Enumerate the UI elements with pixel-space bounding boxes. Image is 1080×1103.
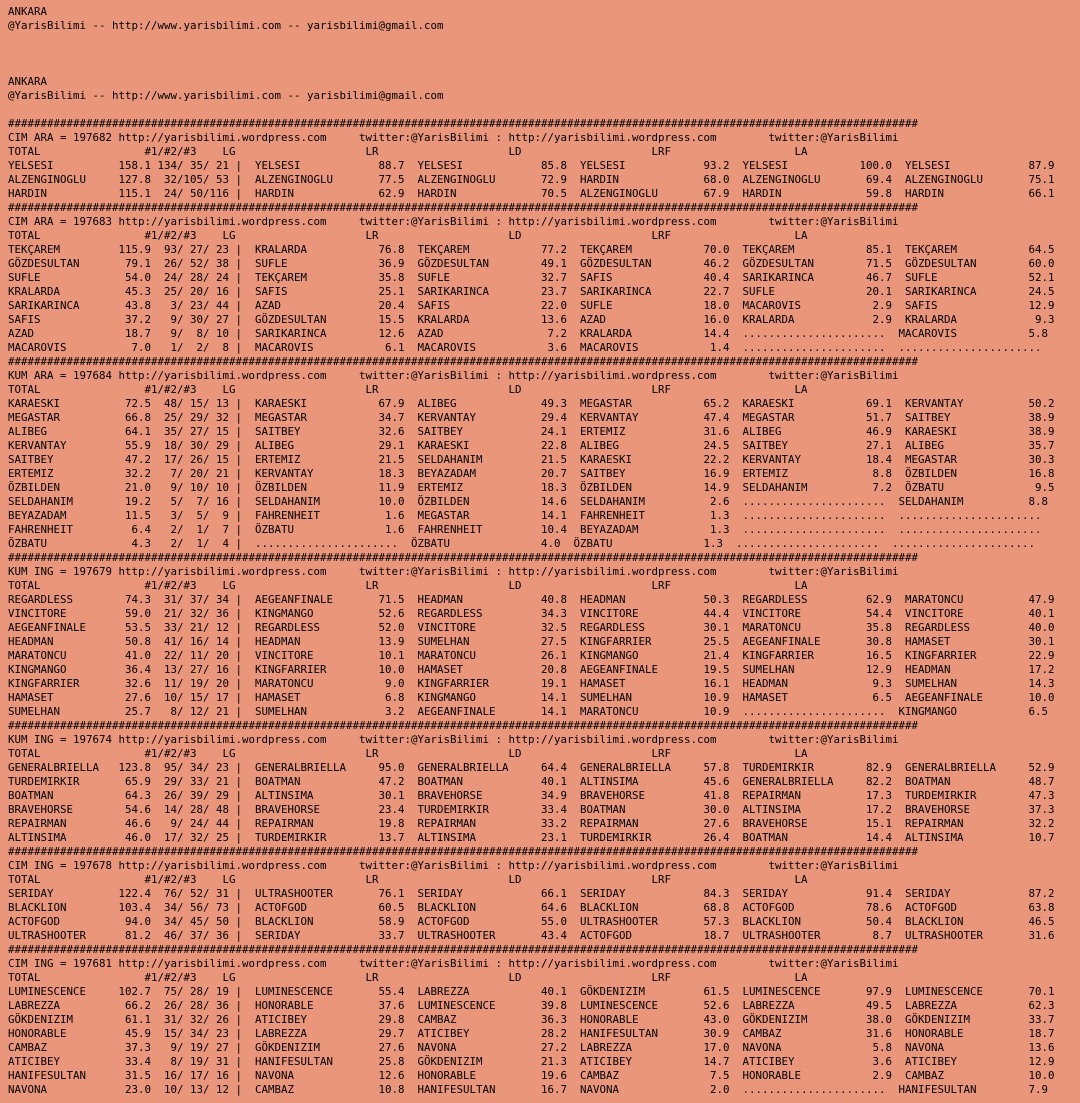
horse-row: KARAESKI 72.5 48/ 15/ 13 | KARAESKI 67.9 ALIBEG 49.3 MEGASTAR 65.2 KARAESKI 69.1 KERVANTAY 50.2 (8, 397, 1055, 410)
horse-row: LUMINESCENCE 102.7 75/ 28/ 19 | LUMINESCENCE 55.4 LABREZZA 40.1 GÖKDENIZIM 61.5 LUMINESCENCE 97.9 LUMINESCENCE 70.1 (8, 985, 1055, 998)
horse-row: AZAD 18.7 9/ 8/ 10 | SARIKARINCA 12.6 AZAD 7.2 KRALARDA 14.4 ...................... MACAROVIS 5.8 (8, 327, 1049, 340)
horse-row: AEGEANFINALE 53.5 33/ 21/ 12 | REGARDLESS 52.0 VINCITORE 32.5 REGARDLESS 30.1 MARATONCU 35.8 REGARDLESS 40.0 (8, 621, 1055, 634)
separator-line: ############################################################################################################################################ (8, 719, 919, 732)
column-header: TOTAL #1/#2/#3 LG LR LD LRF LA (8, 747, 808, 760)
horse-row: SAITBEY 47.2 17/ 26/ 15 | ERTEMIZ 21.5 SELDAHANIM 21.5 KARAESKI 22.2 KERVANTAY 18.4 MEGASTAR 30.3 (8, 453, 1055, 466)
race-header: KUM ING = 197679 http://yarisbilimi.wordpress.com twitter:@YarisBilimi : http://yarisbilimi.wordpress.com twitter:@YarisBilimi (8, 565, 899, 578)
separator-line: ############################################################################################################################################ (8, 117, 919, 130)
horse-row: CAMBAZ 37.3 9/ 19/ 27 | GÖKDENIZIM 27.6 NAVONA 27.2 LABREZZA 17.0 NAVONA 5.8 NAVONA 13.6 (8, 1041, 1055, 1054)
horse-row: GENERALBRIELLA 123.8 95/ 34/ 23 | GENERALBRIELLA 95.0 GENERALBRIELLA 64.4 GENERALBRIELLA 57.8 TURDEMIRKIR 82.9 GENERALBRIELLA 52.9 (8, 761, 1055, 774)
horse-row: MARATONCU 41.0 22/ 11/ 20 | VINCITORE 10.1 MARATONCU 26.1 KINGMANGO 21.4 KINGFARRIER 16.5 KINGFARRIER 22.9 (8, 649, 1055, 662)
separator-line: ############################################################################################################################################ (8, 845, 919, 858)
horse-row: KRALARDA 45.3 25/ 20/ 16 | SAFIS 25.1 SARIKARINCA 23.7 SARIKARINCA 22.7 SUFLE 20.1 SARIKARINCA 24.5 (8, 285, 1055, 298)
city-title: ANKARA (8, 5, 48, 18)
contact-line: @YarisBilimi -- http://www.yarisbilimi.com -- yarisbilimi@gmail.com (8, 19, 444, 32)
horse-row: KINGFARRIER 32.6 11/ 19/ 20 | MARATONCU 9.0 KINGFARRIER 19.1 HAMASET 16.1 HEADMAN 9.3 SUMELHAN 14.3 (8, 677, 1055, 690)
horse-row: BOATMAN 64.3 26/ 39/ 29 | ALTINSIMA 30.1 BRAVEHORSE 34.9 BRAVEHORSE 41.8 REPAIRMAN 17.3 TURDEMIRKIR 47.3 (8, 789, 1055, 802)
horse-row: VINCITORE 59.0 21/ 32/ 36 | KINGMANGO 52.6 REGARDLESS 34.3 VINCITORE 44.4 VINCITORE 54.4 VINCITORE 40.1 (8, 607, 1055, 620)
horse-row: ÖZBATU 4.3 2/ 1/ 4 | ...................... ÖZBATU 4.0 ÖZBATU 1.3 ...................... ...................... (8, 537, 1036, 550)
column-header: TOTAL #1/#2/#3 LG LR LD LRF LA (8, 579, 808, 592)
horse-row: SELDAHANIM 19.2 5/ 7/ 16 | SELDAHANIM 10.0 ÖZBILDEN 14.6 SELDAHANIM 2.6 ...................... SELDAHANIM 8.8 (8, 495, 1049, 508)
race-header: CIM ARA = 197683 http://yarisbilimi.wordpress.com twitter:@YarisBilimi : http://yarisbilimi.wordpress.com twitter:@YarisBilimi (8, 215, 899, 228)
horse-row: HANIFESULTAN 31.5 16/ 17/ 16 | NAVONA 12.6 HONORABLE 19.6 CAMBAZ 7.5 HONORABLE 2.9 CAMBAZ 10.0 (8, 1069, 1055, 1082)
race-header: CIM ING = 197681 http://yarisbilimi.wordpress.com twitter:@YarisBilimi : http://yarisbilimi.wordpress.com twitter:@YarisBilimi (8, 957, 899, 970)
horse-row: HEADMAN 50.8 41/ 16/ 14 | HEADMAN 13.9 SUMELHAN 27.5 KINGFARRIER 25.5 AEGEANFINALE 30.8 HAMASET 30.1 (8, 635, 1055, 648)
column-header: TOTAL #1/#2/#3 LG LR LD LRF LA (8, 971, 808, 984)
horse-row: HARDIN 115.1 24/ 50/116 | HARDIN 62.9 HARDIN 70.5 ALZENGINOGLU 67.9 HARDIN 59.8 HARDIN 66.1 (8, 187, 1055, 200)
horse-row: REPAIRMAN 46.6 9/ 24/ 44 | REPAIRMAN 19.8 REPAIRMAN 33.2 REPAIRMAN 27.6 BRAVEHORSE 15.1 REPAIRMAN 32.2 (8, 817, 1055, 830)
horse-row: REGARDLESS 74.3 31/ 37/ 34 | AEGEANFINALE 71.5 HEADMAN 40.8 HEADMAN 50.3 REGARDLESS 62.9 MARATONCU 47.9 (8, 593, 1055, 606)
horse-row: ULTRASHOOTER 81.2 46/ 37/ 36 | SERIDAY 33.7 ULTRASHOOTER 43.4 ACTOFGOD 18.7 ULTRASHOOTER 8.7 ULTRASHOOTER 31.6 (8, 929, 1055, 942)
horse-row: MACAROVIS 7.0 1/ 2/ 8 | MACAROVIS 6.1 MACAROVIS 3.6 MACAROVIS 1.4 ...................... ...................... (8, 341, 1042, 354)
horse-row: TURDEMIRKIR 65.9 29/ 33/ 21 | BOATMAN 47.2 BOATMAN 40.1 ALTINSIMA 45.6 GENERALBRIELLA 82.2 BOATMAN 48.7 (8, 775, 1055, 788)
horse-row: BLACKLION 103.4 34/ 56/ 73 | ACTOFGOD 60.5 BLACKLION 64.6 BLACKLION 68.8 ACTOFGOD 78.6 ACTOFGOD 63.8 (8, 901, 1055, 914)
horse-row: ALZENGINOGLU 127.8 32/105/ 53 | ALZENGINOGLU 77.5 ALZENGINOGLU 72.9 HARDIN 68.0 ALZENGINOGLU 69.4 ALZENGINOGLU 75.1 (8, 173, 1055, 186)
horse-row: KINGMANGO 36.4 13/ 27/ 16 | KINGFARRIER 10.0 HAMASET 20.8 AEGEANFINALE 19.5 SUMELHAN 12.9 HEADMAN 17.2 (8, 663, 1055, 676)
horse-row: SERIDAY 122.4 76/ 52/ 31 | ULTRASHOOTER 76.1 SERIDAY 66.1 SERIDAY 84.3 SERIDAY 91.4 SERIDAY 87.2 (8, 887, 1055, 900)
horse-row: ERTEMIZ 32.2 7/ 20/ 21 | KERVANTAY 18.3 BEYAZADAM 20.7 SAITBEY 16.9 ERTEMIZ 8.8 ÖZBILDEN 16.8 (8, 467, 1055, 480)
horse-row: ATICIBEY 33.4 8/ 19/ 31 | HANIFESULTAN 25.8 GÖKDENIZIM 21.3 ATICIBEY 14.7 ATICIBEY 3.6 ATICIBEY 12.9 (8, 1055, 1055, 1068)
horse-row: GÖKDENIZIM 61.1 31/ 32/ 26 | ATICIBEY 29.8 CAMBAZ 36.3 HONORABLE 43.0 GÖKDENIZIM 38.0 GÖKDENIZIM 33.7 (8, 1013, 1055, 1026)
horse-row: YELSESI 158.1 134/ 35/ 21 | YELSESI 88.7 YELSESI 85.8 YELSESI 93.2 YELSESI 100.0 YELSESI 87.9 (8, 159, 1055, 172)
race-header: CIM ARA = 197682 http://yarisbilimi.wordpress.com twitter:@YarisBilimi : http://yarisbilimi.wordpress.com twitter:@YarisBilimi (8, 131, 899, 144)
race-header: KUM ARA = 197684 http://yarisbilimi.wordpress.com twitter:@YarisBilimi : http://yarisbilimi.wordpress.com twitter:@YarisBilimi (8, 369, 899, 382)
race-header: KUM ING = 197674 http://yarisbilimi.wordpress.com twitter:@YarisBilimi : http://yarisbilimi.wordpress.com twitter:@YarisBilimi (8, 733, 899, 746)
horse-row: FAHRENHEIT 6.4 2/ 1/ 7 | ÖZBATU 1.6 FAHRENHEIT 10.4 BEYAZADAM 1.3 ...................... ...................... (8, 523, 1042, 536)
horse-row: GÖZDESULTAN 79.1 26/ 52/ 38 | SUFLE 36.9 GÖZDESULTAN 49.1 GÖZDESULTAN 46.2 GÖZDESULTAN 71.5 GÖZDESULTAN 60.0 (8, 257, 1055, 270)
contact-line: @YarisBilimi -- http://www.yarisbilimi.com -- yarisbilimi@gmail.com (8, 89, 444, 102)
horse-row: HAMASET 27.6 10/ 15/ 17 | HAMASET 6.8 KINGMANGO 14.1 SUMELHAN 10.9 HAMASET 6.5 AEGEANFINALE 10.0 (8, 691, 1055, 704)
horse-row: BRAVEHORSE 54.6 14/ 28/ 48 | BRAVEHORSE 23.4 TURDEMIRKIR 33.4 BOATMAN 30.0 ALTINSIMA 17.2 BRAVEHORSE 37.3 (8, 803, 1055, 816)
city-title: ANKARA (8, 75, 48, 88)
horse-row: ALIBEG 64.1 35/ 27/ 15 | SAITBEY 32.6 SAITBEY 24.1 ERTEMIZ 31.6 ALIBEG 46.9 KARAESKI 38.9 (8, 425, 1055, 438)
column-header: TOTAL #1/#2/#3 LG LR LD LRF LA (8, 383, 808, 396)
separator-line: ############################################################################################################################################ (8, 201, 919, 214)
separator-line: ############################################################################################################################################ (8, 943, 919, 956)
horse-row: TEKÇAREM 115.9 93/ 27/ 23 | KRALARDA 76.8 TEKÇAREM 77.2 TEKÇAREM 70.0 TEKÇAREM 85.1 TEKÇAREM 64.5 (8, 243, 1055, 256)
horse-row: SARIKARINCA 43.8 3/ 23/ 44 | AZAD 20.4 SAFIS 22.0 SUFLE 18.0 MACAROVIS 2.9 SAFIS 12.9 (8, 299, 1055, 312)
horse-row: BEYAZADAM 11.5 3/ 5/ 9 | FAHRENHEIT 1.6 MEGASTAR 14.1 FAHRENHEIT 1.3 ...................... ...................... (8, 509, 1042, 522)
horse-row: NAVONA 23.0 10/ 13/ 12 | CAMBAZ 10.8 HANIFESULTAN 16.7 NAVONA 2.0 ...................... HANIFESULTAN 7.9 (8, 1083, 1049, 1096)
horse-row: SUMELHAN 25.7 8/ 12/ 21 | SUMELHAN 3.2 AEGEANFINALE 14.1 MARATONCU 10.9 ...................... KINGMANGO 6.5 (8, 705, 1049, 718)
separator-line: ############################################################################################################################################ (8, 355, 919, 368)
horse-row: ACTOFGOD 94.0 34/ 45/ 50 | BLACKLION 58.9 ACTOFGOD 55.0 ULTRASHOOTER 57.3 BLACKLION 50.4 BLACKLION 46.5 (8, 915, 1055, 928)
horse-row: ALTINSIMA 46.0 17/ 32/ 25 | TURDEMIRKIR 13.7 ALTINSIMA 23.1 TURDEMIRKIR 26.4 BOATMAN 14.4 ALTINSIMA 10.7 (8, 831, 1055, 844)
separator-line: ############################################################################################################################################ (8, 551, 919, 564)
horse-row: LABREZZA 66.2 26/ 28/ 36 | HONORABLE 37.6 LUMINESCENCE 39.8 LUMINESCENCE 52.6 LABREZZA 49.5 LABREZZA 62.3 (8, 999, 1055, 1012)
horse-row: SAFIS 37.2 9/ 30/ 27 | GÖZDESULTAN 15.5 KRALARDA 13.6 AZAD 16.0 KRALARDA 2.9 KRALARDA 9.3 (8, 313, 1055, 326)
horse-row: SUFLE 54.0 24/ 28/ 24 | TEKÇAREM 35.8 SUFLE 32.7 SAFIS 40.4 SARIKARINCA 46.7 SUFLE 52.1 (8, 271, 1055, 284)
column-header: TOTAL #1/#2/#3 LG LR LD LRF LA (8, 873, 808, 886)
horse-row: MEGASTAR 66.8 25/ 29/ 32 | MEGASTAR 34.7 KERVANTAY 29.4 KERVANTAY 47.4 MEGASTAR 51.7 SAITBEY 38.9 (8, 411, 1055, 424)
column-header: TOTAL #1/#2/#3 LG LR LD LRF LA (8, 145, 808, 158)
column-header: TOTAL #1/#2/#3 LG LR LD LRF LA (8, 229, 808, 242)
horse-row: KERVANTAY 55.9 18/ 30/ 29 | ALIBEG 29.1 KARAESKI 22.8 ALIBEG 24.5 SAITBEY 27.1 ALIBEG 35.7 (8, 439, 1055, 452)
race-header: CIM ING = 197678 http://yarisbilimi.wordpress.com twitter:@YarisBilimi : http://yarisbilimi.wordpress.com twitter:@YarisBilimi (8, 859, 899, 872)
horse-row: ÖZBILDEN 21.0 9/ 10/ 10 | ÖZBILDEN 11.9 ERTEMIZ 18.3 ÖZBILDEN 14.9 SELDAHANIM 7.2 ÖZBATU 9.5 (8, 481, 1055, 494)
horse-row: HONORABLE 45.9 15/ 34/ 23 | LABREZZA 29.7 ATICIBEY 28.2 HANIFESULTAN 30.9 CAMBAZ 31.6 HONORABLE 18.7 (8, 1027, 1055, 1040)
